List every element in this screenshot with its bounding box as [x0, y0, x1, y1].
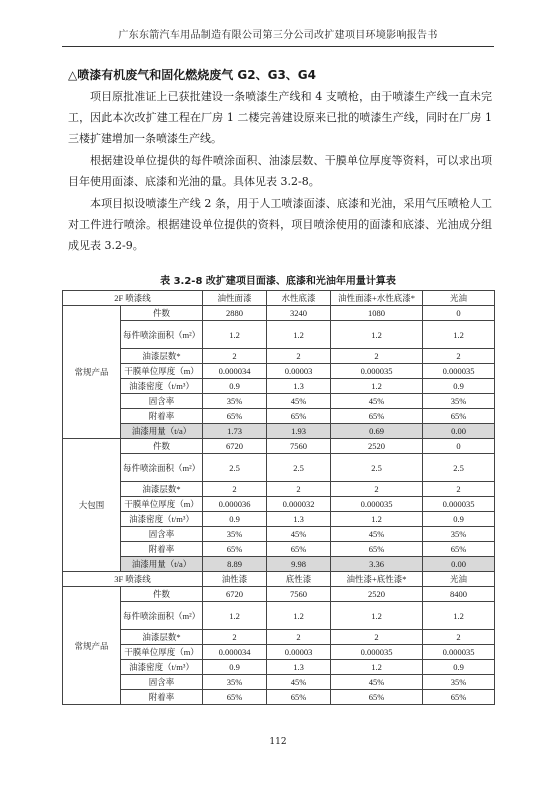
page-header: 广东东箭汽车用品制造有限公司第三分公司改扩建项目环境影响报告书: [62, 26, 494, 47]
page-number: 112: [269, 737, 287, 747]
value-cell: 1080: [331, 306, 423, 321]
value-cell: 8400: [423, 587, 495, 602]
group-label-cell: 常规产品: [63, 587, 121, 705]
value-cell: 0.000034: [203, 645, 267, 660]
row-label-cell: 油漆层数*: [121, 482, 203, 497]
table-row: [63, 364, 495, 379]
value-cell: 65%: [423, 690, 495, 705]
header-cell: 3F 喷漆线: [63, 572, 203, 587]
value-cell: 7560: [267, 587, 331, 602]
usage-table: [62, 290, 495, 705]
value-cell: 1.2: [331, 512, 423, 527]
value-cell: 1.3: [267, 512, 331, 527]
value-cell: 0.9: [423, 512, 495, 527]
value-cell: 65%: [423, 542, 495, 557]
value-cell: 0.000035: [423, 364, 495, 379]
value-cell: 1.2: [203, 321, 267, 349]
value-cell: 0.9: [423, 660, 495, 675]
value-cell: 2: [331, 482, 423, 497]
value-cell: 0.000036: [203, 497, 267, 512]
header-cell: 油性面漆: [203, 291, 267, 306]
value-cell: 65%: [331, 542, 423, 557]
value-cell: 9.98: [267, 557, 331, 572]
row-label-cell: 附着率: [121, 542, 203, 557]
value-cell: 35%: [203, 675, 267, 690]
header-cell: 2F 喷漆线: [63, 291, 203, 306]
value-cell: 0.000032: [267, 497, 331, 512]
table-row: [63, 394, 495, 409]
table-row: [63, 675, 495, 690]
value-cell: 1.2: [331, 321, 423, 349]
value-cell: 2.5: [423, 454, 495, 482]
value-cell: 2.5: [203, 454, 267, 482]
row-label-cell: 固含率: [121, 527, 203, 542]
value-cell: 1.3: [267, 660, 331, 675]
value-cell: 1.2: [331, 602, 423, 630]
table-row: [63, 542, 495, 557]
row-label-cell: 附着率: [121, 690, 203, 705]
paragraph-2: 根据建设单位提供的每件喷涂面积、油漆层数、干膜单位厚度等资料，可以求出项目年使用面漆、底漆和光油的量。具体见表 3.2-8。: [68, 154, 492, 188]
value-cell: 45%: [331, 527, 423, 542]
group-label-cell: 大包围: [63, 439, 121, 572]
row-label-cell: 油漆层数*: [121, 349, 203, 364]
value-cell: 3240: [267, 306, 331, 321]
row-label-cell: 每件喷涂面积（m²）: [121, 321, 203, 349]
value-cell: 1.3: [267, 379, 331, 394]
table-row: [63, 482, 495, 497]
table-row: [63, 497, 495, 512]
table-title: 表 3.2-8 改扩建项目面漆、底漆和光油年用量计算表: [160, 276, 396, 287]
table-row: [63, 454, 495, 482]
row-label-cell: 件数: [121, 439, 203, 454]
value-cell: 35%: [203, 394, 267, 409]
value-cell: 2: [203, 482, 267, 497]
value-cell: 1.2: [267, 602, 331, 630]
value-cell: 2: [423, 482, 495, 497]
value-cell: 65%: [203, 690, 267, 705]
row-label-cell: 每件喷涂面积（m²）: [121, 454, 203, 482]
value-cell: 2880: [203, 306, 267, 321]
table-row: [63, 424, 495, 439]
value-cell: 2: [331, 630, 423, 645]
value-cell: 35%: [423, 527, 495, 542]
value-cell: 0.000034: [203, 364, 267, 379]
table-row: [63, 660, 495, 675]
value-cell: 0: [423, 306, 495, 321]
row-label-cell: 固含率: [121, 675, 203, 690]
value-cell: 0.000035: [423, 645, 495, 660]
value-cell: 1.2: [203, 602, 267, 630]
table-row: [63, 321, 495, 349]
value-cell: 0.00003: [267, 364, 331, 379]
value-cell: 45%: [331, 394, 423, 409]
value-cell: 1.2: [423, 602, 495, 630]
value-cell: 0: [423, 439, 495, 454]
paragraph-3: 本项目拟设喷漆生产线 2 条，用于人工喷漆面漆、底漆和光油，采用气压喷枪人工对工件进行喷涂。根据建设单位提供的资料，项目喷涂使用的面漆和底漆、光油成分组成见表 3.2-9。: [68, 197, 492, 252]
row-label-cell: 附着率: [121, 409, 203, 424]
value-cell: 0.000035: [331, 645, 423, 660]
row-label-cell: 件数: [121, 306, 203, 321]
value-cell: 0.9: [203, 660, 267, 675]
table-row: [63, 690, 495, 705]
table-row: [63, 349, 495, 364]
value-cell: 0.000035: [331, 497, 423, 512]
value-cell: 35%: [203, 527, 267, 542]
value-cell: 65%: [267, 409, 331, 424]
row-label-cell: 每件喷涂面积（m²）: [121, 602, 203, 630]
header-cell: 油性漆+底性漆*: [331, 572, 423, 587]
value-cell: 2.5: [267, 454, 331, 482]
value-cell: 2: [267, 349, 331, 364]
value-cell: 8.89: [203, 557, 267, 572]
value-cell: 0.9: [203, 512, 267, 527]
value-cell: 2: [331, 349, 423, 364]
value-cell: 2.5: [331, 454, 423, 482]
value-cell: 2: [423, 349, 495, 364]
paragraph-1: 项目原批准证上已获批建设一条喷漆生产线和 4 支喷枪，由于喷漆生产线一直未完工，因此本次改扩建工程在厂房 1 二楼完善建设原来已批的喷漆生产线，同时在厂房 1 三楼扩建增加一条喷漆生产线。: [68, 90, 492, 145]
table-row: [63, 409, 495, 424]
table-row: [63, 527, 495, 542]
table-row: [63, 306, 495, 321]
value-cell: 2520: [331, 587, 423, 602]
value-cell: 7560: [267, 439, 331, 454]
value-cell: 65%: [331, 409, 423, 424]
row-label-cell: 干膜单位厚度（m）: [121, 364, 203, 379]
table-row: [63, 512, 495, 527]
value-cell: 0.9: [423, 379, 495, 394]
value-cell: 65%: [203, 409, 267, 424]
value-cell: 1.73: [203, 424, 267, 439]
row-label-cell: 油漆用量（t/a）: [121, 424, 203, 439]
header-cell: 光油: [423, 572, 495, 587]
row-label-cell: 干膜单位厚度（m）: [121, 497, 203, 512]
row-label-cell: 油漆密度（t/m³）: [121, 512, 203, 527]
value-cell: 2: [423, 630, 495, 645]
value-cell: 6720: [203, 587, 267, 602]
value-cell: 0.00: [423, 424, 495, 439]
value-cell: 2: [203, 630, 267, 645]
header-cell: 底性漆: [267, 572, 331, 587]
table-row: [63, 557, 495, 572]
table-row: [63, 587, 495, 602]
row-label-cell: 固含率: [121, 394, 203, 409]
value-cell: 1.2: [267, 321, 331, 349]
value-cell: 35%: [423, 675, 495, 690]
value-cell: 0.9: [203, 379, 267, 394]
table-header-row: [63, 572, 495, 587]
value-cell: 45%: [331, 675, 423, 690]
row-label-cell: 干膜单位厚度（m）: [121, 645, 203, 660]
value-cell: 6720: [203, 439, 267, 454]
value-cell: 1.2: [423, 321, 495, 349]
value-cell: 2520: [331, 439, 423, 454]
row-label-cell: 油漆层数*: [121, 630, 203, 645]
table-row: [63, 379, 495, 394]
value-cell: 0.000035: [331, 364, 423, 379]
table-header-row: [63, 291, 495, 306]
header-cell: 油性面漆+水性底漆*: [331, 291, 423, 306]
row-label-cell: 件数: [121, 587, 203, 602]
group-label-cell: 常规产品: [63, 306, 121, 439]
row-label-cell: 油漆用量（t/a）: [121, 557, 203, 572]
value-cell: 0.000035: [423, 497, 495, 512]
value-cell: 65%: [203, 542, 267, 557]
value-cell: 0.00003: [267, 645, 331, 660]
table-row: [63, 630, 495, 645]
row-label-cell: 油漆密度（t/m³）: [121, 379, 203, 394]
value-cell: 65%: [331, 690, 423, 705]
value-cell: 65%: [267, 542, 331, 557]
value-cell: 45%: [267, 527, 331, 542]
header-cell: 水性底漆: [267, 291, 331, 306]
table-row: [63, 602, 495, 630]
value-cell: 2: [267, 482, 331, 497]
value-cell: 1.2: [331, 379, 423, 394]
value-cell: 2: [203, 349, 267, 364]
value-cell: 0.69: [331, 424, 423, 439]
table-row: [63, 645, 495, 660]
value-cell: 65%: [423, 409, 495, 424]
header-cell: 光油: [423, 291, 495, 306]
row-label-cell: 油漆密度（t/m³）: [121, 660, 203, 675]
value-cell: 45%: [267, 394, 331, 409]
value-cell: 3.36: [331, 557, 423, 572]
section-title: △喷漆有机废气和固化燃烧废气 G2、G3、G4: [68, 68, 317, 82]
value-cell: 45%: [267, 675, 331, 690]
header-cell: 油性漆: [203, 572, 267, 587]
value-cell: 35%: [423, 394, 495, 409]
value-cell: 1.2: [331, 660, 423, 675]
value-cell: 2: [267, 630, 331, 645]
value-cell: 0.00: [423, 557, 495, 572]
table-row: [63, 439, 495, 454]
value-cell: 1.93: [267, 424, 331, 439]
value-cell: 65%: [267, 690, 331, 705]
